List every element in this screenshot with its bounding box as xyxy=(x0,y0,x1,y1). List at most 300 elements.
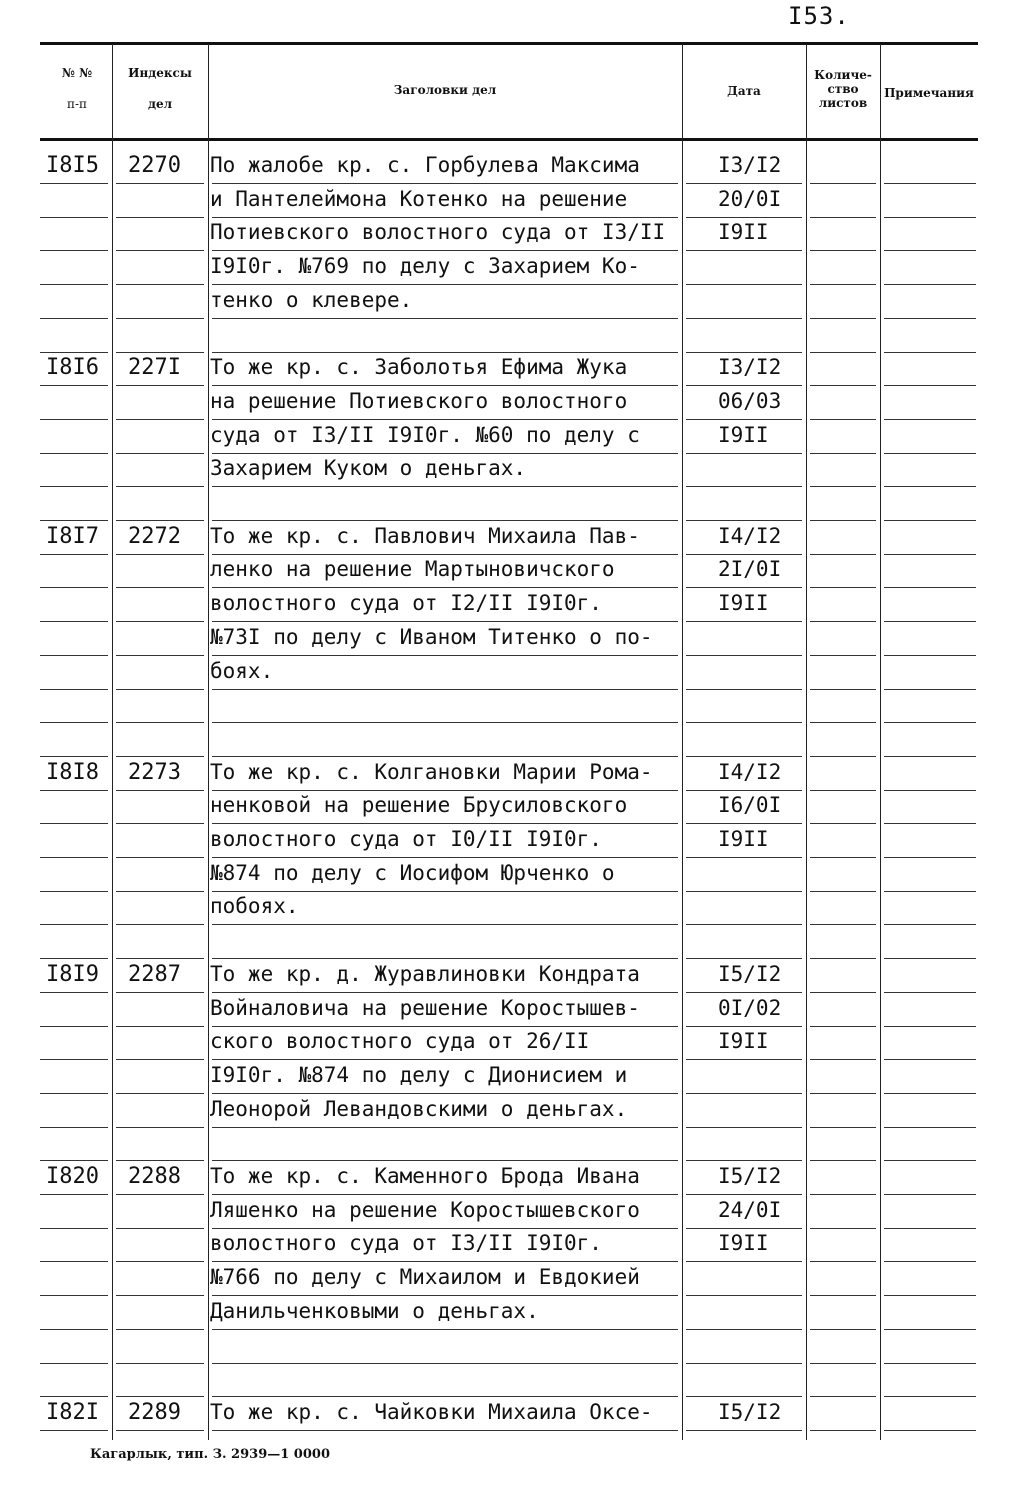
ledger-rule xyxy=(40,453,108,454)
ledger-rule xyxy=(212,655,678,656)
ledger-rule xyxy=(810,756,876,757)
case-title-line: I9I0г. №769 по делу с Захарием Ко- xyxy=(210,254,640,278)
case-title-line: Войналовича на решение Коростышев- xyxy=(210,996,640,1020)
ledger-rule xyxy=(40,419,108,420)
entry-number: I820 xyxy=(46,1164,99,1189)
case-date: 24/0I xyxy=(718,1198,782,1222)
ledger-rule xyxy=(686,992,802,993)
ledger-rule xyxy=(686,958,802,959)
case-date: I9II xyxy=(718,423,769,447)
ledger-rule xyxy=(40,554,108,555)
ledger-rule xyxy=(116,587,204,588)
case-date: I9II xyxy=(718,591,769,615)
case-title-line: Леонорой Левандовскими о деньгах. xyxy=(210,1097,628,1121)
ledger-rule xyxy=(40,790,108,791)
ledger-rule xyxy=(884,217,976,218)
case-index: 2287 xyxy=(128,962,181,987)
ledger-rule xyxy=(686,823,802,824)
ledger-rule xyxy=(212,992,678,993)
ledger-rule xyxy=(212,250,678,251)
case-title-line: №73I по делу с Иваном Титенко о по- xyxy=(210,625,653,649)
ledger-rule xyxy=(116,385,204,386)
ledger-rule xyxy=(116,284,204,285)
ledger-rule xyxy=(40,284,108,285)
ledger-rule xyxy=(116,250,204,251)
ledger-rule xyxy=(884,1295,976,1296)
ledger-rule xyxy=(116,722,204,723)
case-title-line: ского волостного суда от 26/II xyxy=(210,1029,590,1053)
ledger-rule xyxy=(686,790,802,791)
ledger-rule xyxy=(810,1160,876,1161)
ledger-rule xyxy=(40,352,108,353)
ledger-rule xyxy=(884,1160,976,1161)
header-sheets-1: Количе- xyxy=(814,68,872,82)
ledger-rule xyxy=(686,891,802,892)
ledger-rule xyxy=(686,1396,802,1397)
ledger-rule xyxy=(884,823,976,824)
ledger-rule xyxy=(116,1430,204,1431)
case-date: I3/I2 xyxy=(718,153,782,177)
ledger-rule xyxy=(810,183,876,184)
ledger-rule xyxy=(212,318,678,319)
ledger-rule xyxy=(884,486,976,487)
ledger-rule xyxy=(686,1127,802,1128)
ledger-rule xyxy=(116,419,204,420)
ledger-rule xyxy=(212,1194,678,1195)
ledger-rule xyxy=(116,655,204,656)
case-date: I9II xyxy=(718,1029,769,1053)
ledger-rule xyxy=(686,520,802,521)
case-date: 0I/02 xyxy=(718,996,782,1020)
ledger-rule xyxy=(116,756,204,757)
ledger-rule xyxy=(810,486,876,487)
ledger-rule xyxy=(686,419,802,420)
ledger-rule xyxy=(40,1194,108,1195)
ledger-rule xyxy=(686,1059,802,1060)
ledger-rule xyxy=(116,1261,204,1262)
ledger-rule xyxy=(212,1329,678,1330)
header-notes: Примечания xyxy=(884,86,974,100)
ledger-rule xyxy=(212,924,678,925)
case-title-line: ненковой на решение Брусиловского xyxy=(210,793,628,817)
ledger-rule xyxy=(212,1127,678,1128)
entry-number: I8I9 xyxy=(46,962,99,987)
ledger-rule xyxy=(212,823,678,824)
ledger-rule xyxy=(884,352,976,353)
ledger-rule xyxy=(686,217,802,218)
ledger-rule xyxy=(810,655,876,656)
ledger-rule xyxy=(686,250,802,251)
ledger-rule xyxy=(810,621,876,622)
case-index: 2289 xyxy=(128,1400,181,1425)
ledger-rule xyxy=(686,183,802,184)
ledger-rule xyxy=(686,621,802,622)
case-title-line: То же кр. с. Павлович Михаила Пав- xyxy=(210,524,640,548)
ledger-rule xyxy=(810,250,876,251)
ledger-rule xyxy=(116,1396,204,1397)
ledger-rule xyxy=(116,1127,204,1128)
ledger-rule xyxy=(40,1329,108,1330)
ledger-rule xyxy=(686,1363,802,1364)
ledger-rule xyxy=(212,453,678,454)
ledger-rule xyxy=(686,318,802,319)
ledger-rule xyxy=(40,385,108,386)
ledger-rule xyxy=(40,1295,108,1296)
ledger-rule xyxy=(212,554,678,555)
ledger-rule xyxy=(116,318,204,319)
ledger-rule xyxy=(810,1363,876,1364)
ledger-rule xyxy=(884,284,976,285)
case-date: I9II xyxy=(718,1231,769,1255)
ledger-rule xyxy=(116,1160,204,1161)
column-divider xyxy=(806,44,807,1440)
ledger-rule xyxy=(212,419,678,420)
ledger-rule xyxy=(810,1059,876,1060)
ledger-rule xyxy=(686,1093,802,1094)
ledger-rule xyxy=(884,790,976,791)
case-date: I4/I2 xyxy=(718,524,782,548)
ledger-rule xyxy=(212,1026,678,1027)
ledger-rule xyxy=(686,689,802,690)
ledger-rule xyxy=(686,924,802,925)
ledger-rule xyxy=(810,689,876,690)
ledger-rule xyxy=(810,1295,876,1296)
ledger-rule xyxy=(884,655,976,656)
ledger-rule xyxy=(810,284,876,285)
case-date: I5/I2 xyxy=(718,1164,782,1188)
case-title-line: Данильченковыми о деньгах. xyxy=(210,1299,539,1323)
case-title-line: То же кр. д. Журавлиновки Кондрата xyxy=(210,962,640,986)
ledger-rule xyxy=(116,790,204,791)
ledger-rule xyxy=(686,453,802,454)
ledger-rule xyxy=(40,1059,108,1060)
ledger-rule xyxy=(116,1093,204,1094)
ledger-rule xyxy=(884,1430,976,1431)
case-title-line: побоях. xyxy=(210,894,299,918)
case-date: I5/I2 xyxy=(718,1400,782,1424)
ledger-rule xyxy=(116,1228,204,1229)
case-date: I6/0I xyxy=(718,793,782,817)
ledger-rule xyxy=(40,655,108,656)
header-index-bottom: дел xyxy=(147,97,173,111)
case-date: I9II xyxy=(718,827,769,851)
ledger-rule xyxy=(40,1127,108,1128)
ledger-rule xyxy=(884,1329,976,1330)
ledger-rule xyxy=(810,217,876,218)
ledger-rule xyxy=(40,318,108,319)
ledger-rule xyxy=(116,1026,204,1027)
ledger-rule xyxy=(810,857,876,858)
ledger-rule xyxy=(116,1363,204,1364)
ledger-rule xyxy=(686,1228,802,1229)
ledger-rule xyxy=(884,1261,976,1262)
header-index-top: Индексы xyxy=(128,66,192,80)
ledger-rule xyxy=(40,1430,108,1431)
ledger-rule xyxy=(212,385,678,386)
entry-number: I8I6 xyxy=(46,355,99,380)
ledger-rule xyxy=(212,790,678,791)
case-date: I4/I2 xyxy=(718,760,782,784)
ledger-rule xyxy=(810,419,876,420)
ledger-rule xyxy=(884,587,976,588)
ledger-rule xyxy=(884,520,976,521)
ledger-rule xyxy=(40,217,108,218)
entry-number: I8I5 xyxy=(46,153,99,178)
ledger-rule xyxy=(40,1228,108,1229)
ledger-rule xyxy=(686,1430,802,1431)
ledger-rule xyxy=(212,217,678,218)
case-title-line: волостного суда от I2/II I9I0г. xyxy=(210,591,602,615)
ledger-rule xyxy=(212,891,678,892)
case-title-line: Ляшенко на решение Коростышевского xyxy=(210,1198,640,1222)
ledger-rule xyxy=(884,1228,976,1229)
ledger-rule xyxy=(686,722,802,723)
case-title-line: Захарием Куком о деньгах. xyxy=(210,456,527,480)
ledger-rule xyxy=(40,992,108,993)
case-title-line: I9I0г. №874 по делу с Дионисием и xyxy=(210,1063,628,1087)
ledger-rule xyxy=(212,1295,678,1296)
ledger-rule xyxy=(116,352,204,353)
case-title-line: То же кр. с. Заболотья Ефима Жука xyxy=(210,355,628,379)
case-title-line: на решение Потиевского волостного xyxy=(210,389,628,413)
ledger-rule xyxy=(116,891,204,892)
header-number-col xyxy=(44,66,110,112)
case-title-line: тенко о клевере. xyxy=(210,288,413,312)
ledger-rule xyxy=(116,183,204,184)
ledger-rule xyxy=(40,1396,108,1397)
case-date: 2I/0I xyxy=(718,557,782,581)
header-rule xyxy=(40,138,978,141)
ledger-rule xyxy=(810,1396,876,1397)
ledger-rule xyxy=(686,1295,802,1296)
ledger-rule xyxy=(212,486,678,487)
ledger-rule xyxy=(810,1430,876,1431)
ledger-rule xyxy=(686,1261,802,1262)
ledger-rule xyxy=(212,756,678,757)
ledger-rule xyxy=(212,284,678,285)
ledger-rule xyxy=(810,554,876,555)
ledger-rule xyxy=(116,486,204,487)
entry-number: I8I8 xyxy=(46,760,99,785)
ledger-rule xyxy=(884,756,976,757)
header-number-bottom: п-п xyxy=(66,97,88,111)
ledger-rule xyxy=(40,924,108,925)
header-sheets-col xyxy=(807,68,879,110)
case-index: 2288 xyxy=(128,1164,181,1189)
ledger-rule xyxy=(116,520,204,521)
ledger-rule xyxy=(884,1194,976,1195)
ledger-rule xyxy=(40,183,108,184)
ledger-rule xyxy=(884,1059,976,1060)
ledger-rule xyxy=(884,992,976,993)
ledger-rule xyxy=(810,1261,876,1262)
ledger-rule xyxy=(686,486,802,487)
ledger-rule xyxy=(810,891,876,892)
case-title-line: То же кр. с. Каменного Брода Ивана xyxy=(210,1164,640,1188)
ledger-rule xyxy=(810,924,876,925)
case-title-line: боях. xyxy=(210,659,274,683)
ledger-rule xyxy=(116,857,204,858)
ledger-rule xyxy=(810,790,876,791)
ledger-rule xyxy=(884,689,976,690)
ledger-rule xyxy=(686,587,802,588)
header-date: Дата xyxy=(727,84,761,98)
ledger-rule xyxy=(40,1160,108,1161)
printer-imprint: Кагарлык, тип. З. 2939—1 0000 xyxy=(90,1447,330,1462)
ledger-rule xyxy=(116,453,204,454)
ledger-rule xyxy=(884,1127,976,1128)
ledger-rule xyxy=(810,385,876,386)
ledger-rule xyxy=(116,958,204,959)
ledger-rule xyxy=(884,419,976,420)
ledger-rule xyxy=(40,621,108,622)
ledger-rule xyxy=(884,183,976,184)
ledger-rule xyxy=(212,621,678,622)
ledger-rule xyxy=(686,1329,802,1330)
ledger-rule xyxy=(40,857,108,858)
ledger-rule xyxy=(212,958,678,959)
case-title-line: То же кр. с. Чайковки Михаила Оксе- xyxy=(210,1400,653,1424)
ledger-rule xyxy=(884,554,976,555)
ledger-rule xyxy=(884,250,976,251)
ledger-rule xyxy=(212,1059,678,1060)
ledger-rule xyxy=(884,891,976,892)
ledger-rule xyxy=(810,1329,876,1330)
column-divider xyxy=(208,44,209,1440)
ledger-rule xyxy=(116,1329,204,1330)
ledger-rule xyxy=(686,554,802,555)
ledger-rule xyxy=(116,924,204,925)
ledger-rule xyxy=(884,385,976,386)
ledger-rule xyxy=(116,554,204,555)
ledger-rule xyxy=(810,1093,876,1094)
case-title-line: То же кр. с. Колгановки Марии Рома- xyxy=(210,760,653,784)
ledger-rule xyxy=(884,958,976,959)
ledger-rule xyxy=(212,1228,678,1229)
ledger-rule xyxy=(810,318,876,319)
column-divider xyxy=(880,44,881,1440)
ledger-rule xyxy=(686,1160,802,1161)
header-index-col xyxy=(114,66,206,112)
ledger-rule xyxy=(810,587,876,588)
header-title: Заголовки дел xyxy=(393,83,497,97)
ledger-rule xyxy=(884,722,976,723)
ledger-rule xyxy=(884,318,976,319)
ledger-rule xyxy=(686,1026,802,1027)
ledger-rule xyxy=(686,655,802,656)
case-date: I9II xyxy=(718,220,769,244)
ledger-rule xyxy=(212,520,678,521)
case-index: 2273 xyxy=(128,760,181,785)
case-date: 06/03 xyxy=(718,389,782,413)
ledger-rule xyxy=(884,1026,976,1027)
ledger-rule xyxy=(810,1228,876,1229)
ledger-rule xyxy=(212,1363,678,1364)
case-index: 2270 xyxy=(128,153,181,178)
ledger-rule xyxy=(212,587,678,588)
ledger-rule xyxy=(810,352,876,353)
ledger-rule xyxy=(884,924,976,925)
case-title-line: волостного суда от I0/II I9I0г. xyxy=(210,827,602,851)
ledger-rule xyxy=(686,756,802,757)
ledger-rule xyxy=(212,1396,678,1397)
ledger-rule xyxy=(116,1194,204,1195)
ledger-rule xyxy=(884,1093,976,1094)
column-divider xyxy=(682,44,683,1440)
case-title-line: суда от I3/II I9I0г. №60 по делу с xyxy=(210,423,640,447)
ledger-rule xyxy=(40,823,108,824)
ledger-rule xyxy=(810,823,876,824)
ledger-rule xyxy=(810,453,876,454)
case-title-line: волостного суда от I3/II I9I0г. xyxy=(210,1231,602,1255)
case-title-line: и Пантелеймона Котенко на решение xyxy=(210,187,628,211)
ledger-rule xyxy=(686,1194,802,1195)
ledger-rule xyxy=(884,453,976,454)
case-title-line: По жалобе кр. с. Горбулева Максима xyxy=(210,153,640,177)
ledger-rule xyxy=(40,958,108,959)
ledger-rule xyxy=(40,520,108,521)
ledger-rule xyxy=(116,823,204,824)
ledger-rule xyxy=(212,722,678,723)
ledger-rule xyxy=(686,857,802,858)
column-divider xyxy=(112,44,113,1440)
header-sheets-2: ство xyxy=(827,82,859,96)
entry-number: I8I7 xyxy=(46,524,99,549)
ledger-rule xyxy=(810,992,876,993)
ledger-rule xyxy=(810,722,876,723)
case-title-line: ленко на решение Мартыновичского xyxy=(210,557,615,581)
ledger-rule xyxy=(810,1127,876,1128)
case-title-line: Потиевского волостного суда от I3/II xyxy=(210,220,666,244)
ledger-rule xyxy=(40,1363,108,1364)
case-title-line: №766 по делу с Михаилом и Евдокией xyxy=(210,1265,640,1289)
ledger-rule xyxy=(40,689,108,690)
case-index: 227I xyxy=(128,355,181,380)
case-date: 20/0I xyxy=(718,187,782,211)
header-number-top: № № xyxy=(61,66,93,80)
ledger-rule xyxy=(686,352,802,353)
header-sheets-3: листов xyxy=(818,96,868,110)
ledger-rule xyxy=(40,722,108,723)
ledger-rule xyxy=(116,217,204,218)
ledger-rule xyxy=(810,1026,876,1027)
ledger-rule xyxy=(212,1093,678,1094)
ledger-rule xyxy=(884,1363,976,1364)
ledger-rule xyxy=(212,352,678,353)
ledger-rule xyxy=(116,992,204,993)
ledger-rule xyxy=(810,1194,876,1195)
ledger-rule xyxy=(212,1430,678,1431)
ledger-rule xyxy=(40,1093,108,1094)
ledger-rule xyxy=(116,621,204,622)
ledger-rule xyxy=(212,1160,678,1161)
ledger-rule xyxy=(686,385,802,386)
case-date: I5/I2 xyxy=(718,962,782,986)
case-title-line: №874 по делу с Иосифом Юрченко о xyxy=(210,861,615,885)
ledger-rule xyxy=(40,1261,108,1262)
ledger-rule xyxy=(810,958,876,959)
case-index: 2272 xyxy=(128,524,181,549)
ledger-rule xyxy=(40,587,108,588)
ledger-rule xyxy=(116,1059,204,1060)
entry-number: I82I xyxy=(46,1400,99,1425)
case-date: I3/I2 xyxy=(718,355,782,379)
ledger-rule xyxy=(884,621,976,622)
ledger-rule xyxy=(810,520,876,521)
ledger-rule xyxy=(40,1026,108,1027)
ledger-rule xyxy=(686,284,802,285)
page-number: I53. xyxy=(788,2,850,30)
